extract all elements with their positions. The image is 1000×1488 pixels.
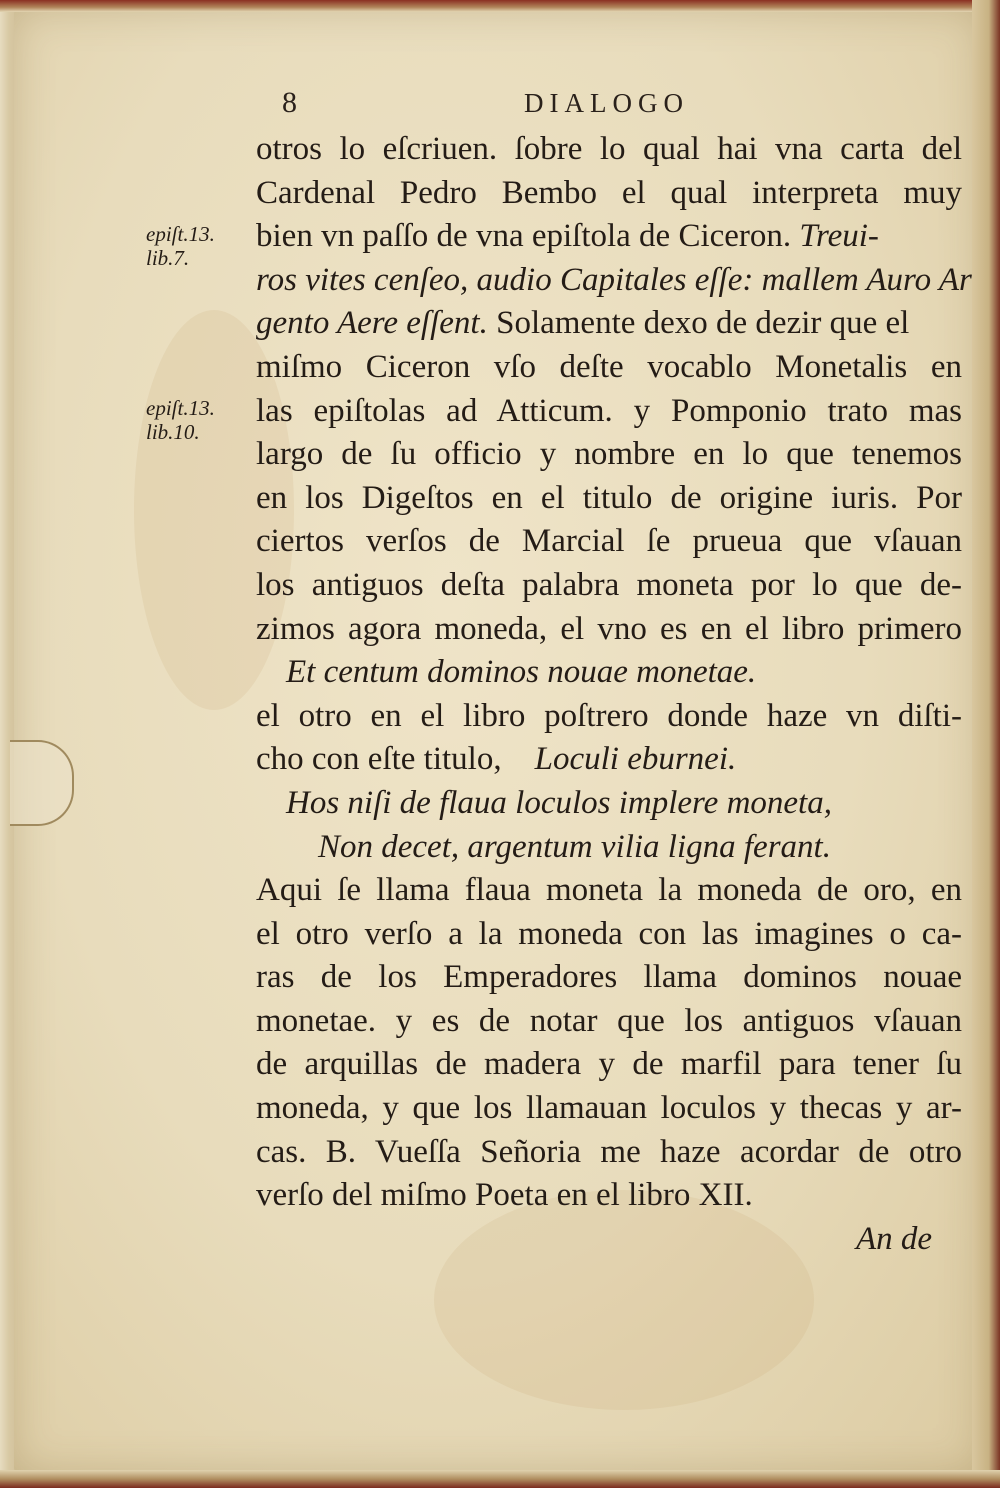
page-right-edge <box>972 0 1000 1488</box>
margin-note-line: epiſt.13. <box>146 222 215 246</box>
page-bottom-edge <box>0 1470 1000 1488</box>
text-line: moneda, y que los llamauan loculos y thecas y ar- <box>256 1090 962 1127</box>
text-line: verſo del miſmo Poeta en el libro XII. <box>256 1177 753 1214</box>
text-line: ras de los Emperadores llama dominos nouae <box>256 959 962 996</box>
text-span: Solamente dexo de dezir que el <box>487 305 910 342</box>
margin-note-1 <box>146 222 215 270</box>
text-line: de arquillas de madera y de marfil para tener ſu <box>256 1046 962 1083</box>
text-span-italic: Treui- <box>799 218 879 255</box>
verse-line: Et centum dominos nouae monetae. <box>286 654 757 691</box>
text-line: monetae. y es de notar que los antiguos vſauan <box>256 1002 962 1039</box>
text-line: el otro verſo a la moneda con las imagines o ca- <box>256 915 962 952</box>
text-line <box>256 215 962 259</box>
text-span-italic: Loculi eburnei. <box>534 741 737 778</box>
text-line: las epiſtolas ad Atticum. y Pomponio trato mas <box>256 392 962 429</box>
text-line: los antiguos deſta palabra moneta por lo que de- <box>256 566 962 603</box>
text-line: otros lo eſcriuen. ſobre lo qual hai vna carta del <box>256 131 962 167</box>
text-line: cas. B. Vueſſa Señoria me haze acordar de otro <box>256 1133 962 1170</box>
verse-line: Non decet, argentum vilia ligna ferant. <box>318 828 831 865</box>
margin-note-line: lib.7. <box>146 246 190 270</box>
text-line: en los Digeſtos en el titulo de origine iuris. Por <box>256 479 962 516</box>
margin-note-line: epiſt.13. <box>146 396 215 420</box>
margin-note-2 <box>146 396 215 444</box>
folio-number: 8 <box>282 86 297 119</box>
text-line: zimos agora moneda, el vno es en el libro primero <box>256 610 962 647</box>
text-line: miſmo Ciceron vſo deſte vocablo Monetalis en <box>256 348 962 385</box>
text-line: el otro en el libro poſtrero donde haze vn diſti- <box>256 697 962 734</box>
body-text <box>256 128 972 1261</box>
running-head: DIALOGO <box>524 88 689 118</box>
text-span: bien vn paſſo de vna epiſtola de Ciceron. <box>256 218 792 255</box>
text-line <box>256 302 962 346</box>
text-line: Aqui ſe llama flaua moneta la moneda de oro, en <box>256 872 962 909</box>
verse-line: Hos niſi de flaua loculos implere moneta, <box>286 784 832 821</box>
page-top-edge <box>0 0 1000 12</box>
text-line: Cardenal Pedro Bembo el qual interpreta muy <box>256 174 962 211</box>
catchword: An de <box>855 1220 932 1257</box>
text-line-italic: ros vites cenſeo, audio Capitales eſſe: mallem Auro Ar <box>256 261 972 298</box>
margin-note-line: lib.10. <box>146 420 200 444</box>
text-line: largo de ſu officio y nombre en lo que tenemos <box>256 436 962 473</box>
text-span: cho con eſte titulo, <box>256 741 502 778</box>
text-line <box>256 738 962 782</box>
text-line: ciertos verſos de Marcial ſe prueua que vſauan <box>256 523 962 560</box>
page-header <box>0 86 1000 126</box>
page-tab-marker <box>10 740 74 826</box>
text-span-italic: gento Aere eſſent. <box>256 305 488 342</box>
